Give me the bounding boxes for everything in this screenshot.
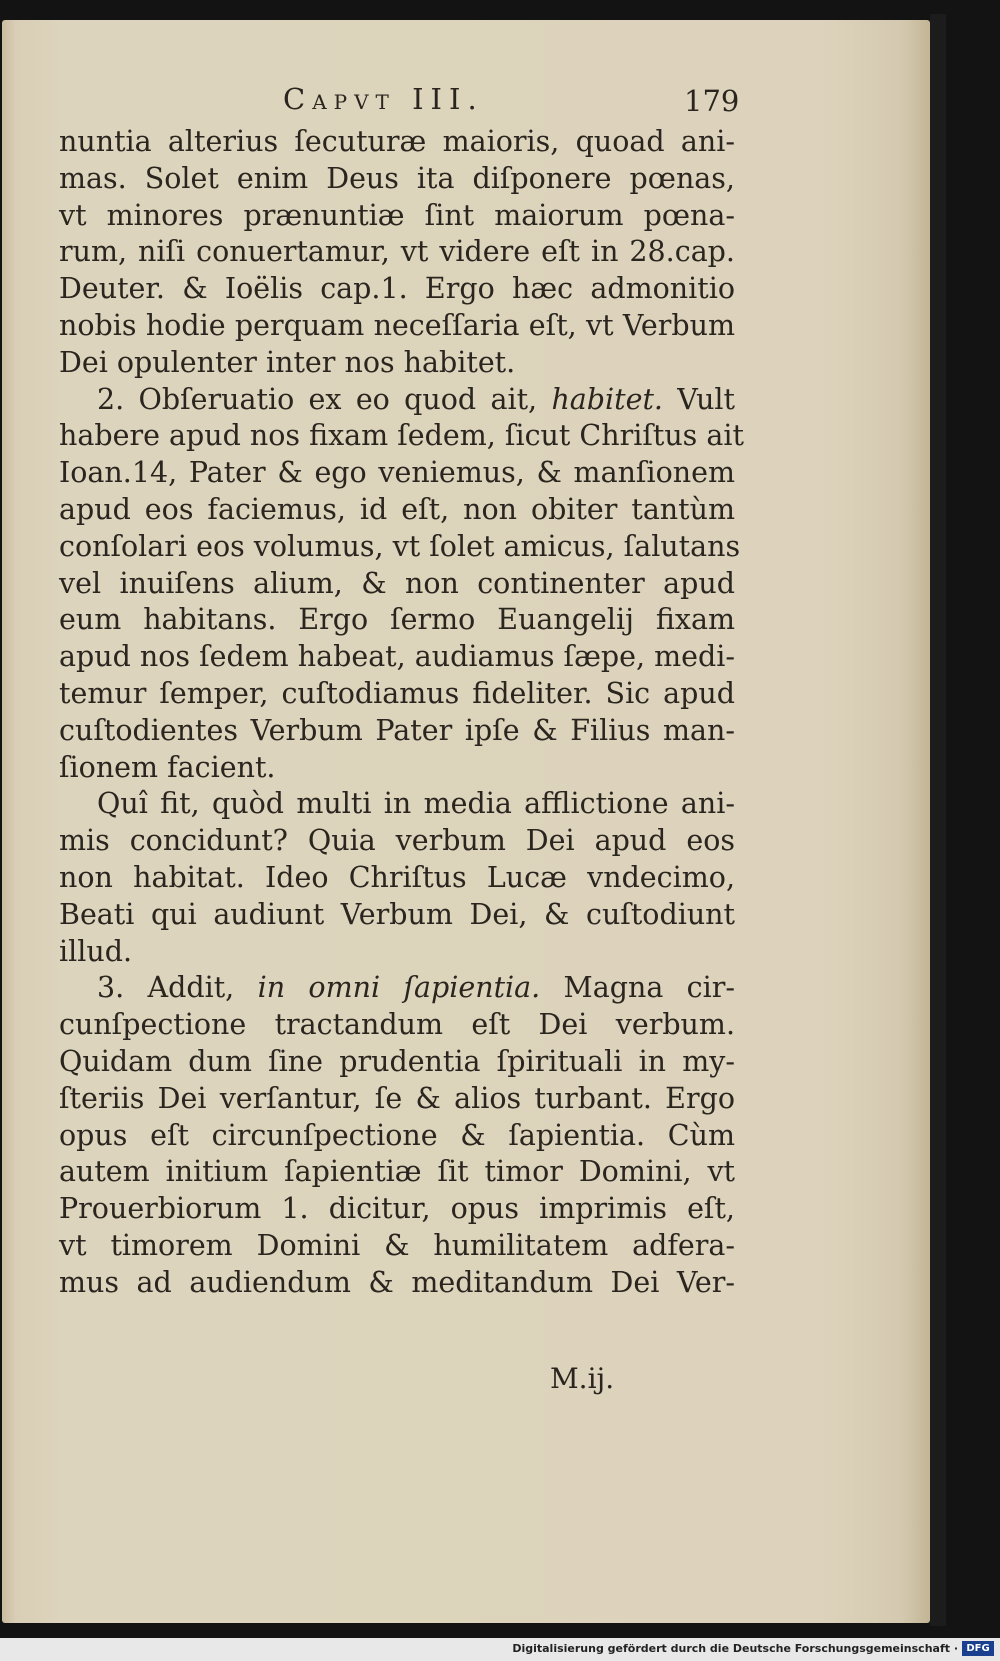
text-segment: 3. Addit,: [97, 971, 258, 1005]
text-segment: vel inuiſens alium, & non continenter apud: [59, 566, 735, 600]
signature-mark: M.ij.: [550, 1362, 615, 1395]
text-segment: Magna cir-: [540, 971, 735, 1005]
text-segment: opus eſt circunſpectione & ſapientia. Cùm: [59, 1118, 735, 1152]
text-line: [59, 822, 735, 860]
text-line: [59, 1190, 735, 1228]
text-segment: mis concidunt? Quia verbum Dei apud eos: [59, 824, 735, 858]
text-segment: Beati qui audiunt Verbum Dei, & cuſtodiunt: [59, 897, 735, 931]
text-line: [59, 454, 735, 492]
text-line: [59, 1006, 735, 1044]
text-segment: Deuter. & Ioëlis cap.1. Ergo hæc admonitio: [59, 272, 735, 306]
text-segment: apud eos faciemus, id eſt, non obiter tantùm: [59, 493, 735, 526]
text-line: [59, 197, 735, 235]
text-segment: non habitat. Ideo Chriſtus Lucæ vndecimo,: [59, 861, 735, 894]
text-segment: Ioan.14, Pater & ego veniemus, & manſionem: [59, 456, 735, 490]
text-line: [97, 381, 735, 419]
text-line: [59, 160, 735, 198]
text-line: [59, 1153, 735, 1191]
text-line: [59, 417, 744, 455]
text-line: [59, 1264, 735, 1302]
text-line: [59, 1117, 735, 1155]
text-segment: Vult: [662, 382, 735, 416]
text-segment: cuſtodientes Verbum Pater ipſe & Filius man-: [59, 713, 735, 747]
dfg-logo: DFG: [962, 1641, 994, 1656]
text-line: [59, 233, 735, 271]
text-line: [59, 1080, 735, 1118]
text-segment: ſteriis Dei verſantur, ſe & alios turbant. Ergo: [59, 1081, 735, 1115]
text-segment: Dei opulenter inter nos habitet.: [59, 345, 516, 379]
text-segment: illud.: [59, 934, 133, 968]
text-line: [59, 491, 735, 529]
text-line: [59, 1043, 735, 1081]
text-line: [59, 307, 735, 345]
text-line: [59, 749, 735, 787]
text-segment: autem initium ſapientiæ ſit timor Domini, vt: [59, 1155, 735, 1189]
text-segment: eum habitans. Ergo ſermo Euangelij fixam: [59, 603, 735, 637]
text-segment: temur ſemper, cuſtodiamus fideliter. Sic apud: [59, 677, 735, 710]
italic-quotation: in omni ſapientia.: [257, 971, 541, 1005]
text-segment: nuntia alterius ſecuturæ maioris, quoad ani-: [59, 125, 735, 158]
text-segment: habere apud nos fixam ſedem, ſicut Chriſtus ait: [59, 419, 744, 453]
italic-quotation: habitet.: [551, 382, 663, 416]
text-segment: nobis hodie perquam neceſſaria eſt, vt Verbum: [59, 309, 735, 342]
text-segment: cunſpectione tractandum eſt Dei verbum.: [59, 1008, 735, 1042]
text-segment: Quî fit, quòd multi in media afflictione ani-: [97, 787, 735, 821]
text-line: [59, 528, 741, 566]
running-head: Capvt III.: [283, 82, 484, 116]
text-line: [59, 638, 735, 676]
text-line: [59, 270, 735, 308]
text-line: [59, 896, 735, 934]
text-segment: apud nos ſedem habeat, audiamus ſæpe, medi-: [59, 640, 735, 674]
text-line: [59, 859, 735, 897]
text-segment: mas. Solet enim Deus ita diſponere pœnas,: [59, 161, 735, 195]
text-segment: ſionem facient.: [59, 750, 276, 784]
text-line: [59, 675, 735, 713]
text-line: [59, 1227, 735, 1265]
text-segment: Prouerbiorum 1. dicitur, opus imprimis eſt,: [59, 1192, 735, 1226]
text-segment: 2. Obſeruatio ex eo quod ait,: [97, 382, 552, 416]
text-segment: conſolari eos volumus, vt ſolet amicus, ſalutans: [59, 529, 741, 563]
text-line: [59, 933, 735, 971]
text-line: [59, 601, 735, 639]
text-line: [59, 344, 735, 382]
funding-credit: Digitalisierung gefördert durch die Deutsche Forschungsgemeinschaft ·: [512, 1642, 958, 1655]
text-line: [97, 785, 735, 823]
text-segment: vt minores prænuntiæ ſint maiorum pœna-: [59, 198, 735, 232]
text-line: [59, 712, 735, 750]
text-segment: vt timorem Domini & humilitatem adferа-: [59, 1229, 735, 1262]
text-segment: Quidam dum ſine prudentia ſpirituali in my-: [59, 1045, 735, 1078]
text-line: [59, 123, 735, 161]
text-segment: mus ad audiendum & meditandum Dei Ver-: [59, 1265, 735, 1299]
text-line: [97, 969, 735, 1007]
book-spine-edge: [930, 14, 946, 1626]
page-number: 179: [684, 84, 740, 118]
text-segment: rum, niſi conuertamur, vt videre eſt in 28.cap.: [59, 235, 735, 269]
text-line: [59, 565, 735, 603]
